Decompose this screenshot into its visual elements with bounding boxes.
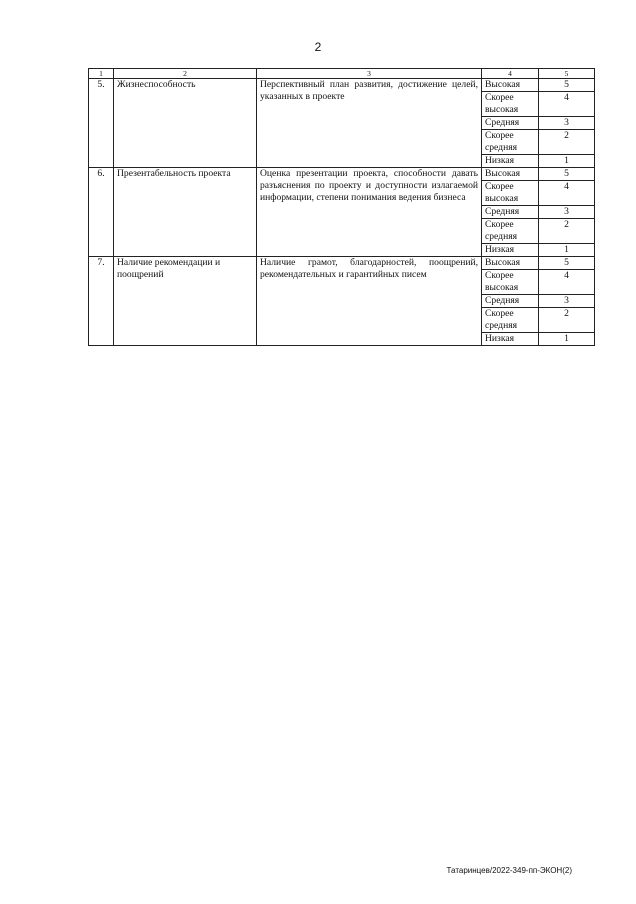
level-score: 4 bbox=[539, 270, 595, 295]
criterion-row bbox=[89, 168, 595, 181]
page-number: 2 bbox=[314, 40, 322, 54]
criterion-row bbox=[89, 257, 595, 270]
column-number: 3 bbox=[257, 69, 482, 79]
level-label: Высокая bbox=[482, 168, 539, 181]
level-label: Низкая bbox=[482, 155, 539, 168]
level-score: 2 bbox=[539, 130, 595, 155]
level-score: 1 bbox=[539, 244, 595, 257]
column-number: 1 bbox=[89, 69, 114, 79]
column-number-row bbox=[89, 69, 595, 79]
level-label: Скорее средняя bbox=[482, 219, 539, 244]
level-score: 3 bbox=[539, 295, 595, 308]
level-label: Высокая bbox=[482, 257, 539, 270]
level-score: 1 bbox=[539, 155, 595, 168]
level-label: Высокая bbox=[482, 79, 539, 92]
criterion-description: Перспективный план развития, достижение целей, указанных в проекте bbox=[257, 79, 482, 168]
criterion-name: Жизнеспособность bbox=[114, 79, 257, 168]
level-score: 5 bbox=[539, 257, 595, 270]
level-label: Средняя bbox=[482, 117, 539, 130]
level-score: 3 bbox=[539, 117, 595, 130]
column-number: 4 bbox=[482, 69, 539, 79]
criterion-description: Наличие грамот, благодарностей, поощрений, рекомендательных и гарантийных писем bbox=[257, 257, 482, 346]
level-score: 5 bbox=[539, 79, 595, 92]
level-label: Скорее средняя bbox=[482, 130, 539, 155]
level-score: 3 bbox=[539, 206, 595, 219]
column-number: 2 bbox=[114, 69, 257, 79]
level-label: Средняя bbox=[482, 206, 539, 219]
level-score: 2 bbox=[539, 308, 595, 333]
criterion-row bbox=[89, 79, 595, 92]
level-score: 2 bbox=[539, 219, 595, 244]
level-label: Скорее средняя bbox=[482, 308, 539, 333]
criterion-name: Наличие рекомендации и поощрений bbox=[114, 257, 257, 346]
column-number: 5 bbox=[539, 69, 595, 79]
level-score: 4 bbox=[539, 92, 595, 117]
level-label: Скорее высокая bbox=[482, 92, 539, 117]
criteria-table bbox=[88, 68, 595, 346]
level-label: Скорее высокая bbox=[482, 181, 539, 206]
level-label: Низкая bbox=[482, 244, 539, 257]
level-label: Средняя bbox=[482, 295, 539, 308]
criterion-number: 6. bbox=[89, 168, 114, 257]
level-label: Низкая bbox=[482, 333, 539, 346]
level-label: Скорее высокая bbox=[482, 270, 539, 295]
criterion-number: 5. bbox=[89, 79, 114, 168]
criterion-name: Презентабельность проекта bbox=[114, 168, 257, 257]
document-reference-footer: Татаринцев/2022-349-пп-ЭКОН(2) bbox=[446, 866, 572, 875]
level-score: 5 bbox=[539, 168, 595, 181]
level-score: 1 bbox=[539, 333, 595, 346]
level-score: 4 bbox=[539, 181, 595, 206]
criterion-description: Оценка презентации проекта, способности давать разъяснения по проекту и доступности излагаемой информации, степени понимания ведения бизнеса bbox=[257, 168, 482, 257]
criterion-number: 7. bbox=[89, 257, 114, 346]
